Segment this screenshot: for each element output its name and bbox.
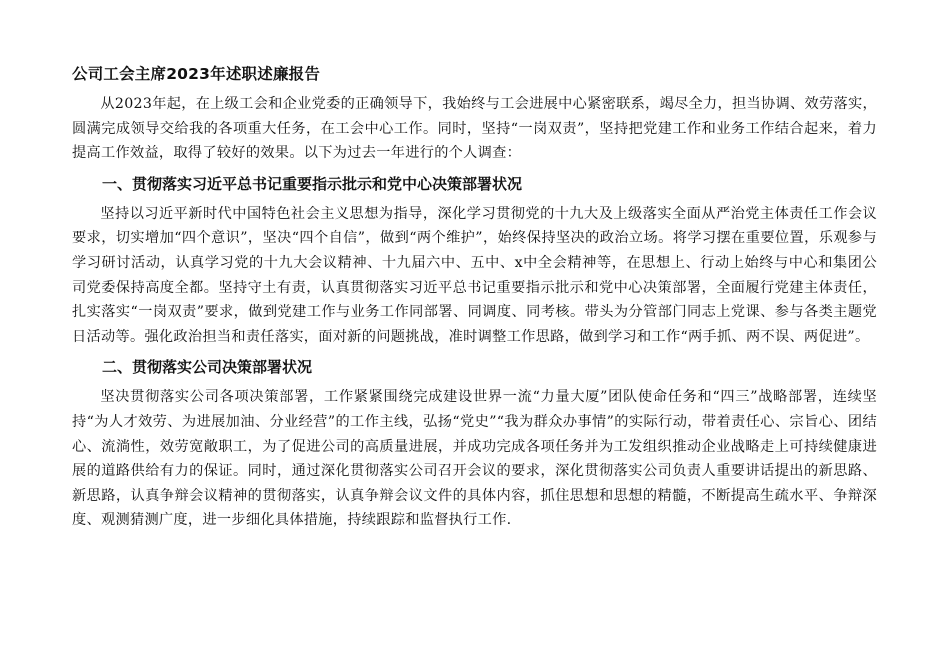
section-heading-2: 二、贯彻落实公司决策部署状况: [102, 358, 313, 377]
section-body-1: 坚持以习近平新时代中国特色社会主义思想为指导，深化学习贯彻党的十九大及上级落实全面从严治党主体责任工作会议要求，切实增加“四个意识”，坚决“四个自信”，做到“两个维护”，始终保持坚决的政治立场。将学习摆在重要位置，乐观参与学习研讨活动，认真学习党的十九大会议精神、十九届六中、五中、x中全会精神等，在思想上、行动上始终与中心和集团公司党委保持高度全都。坚持守土有责，认真贯彻落实习近平总书记重要指示批示和党中心决策部署，全面履行党建主体责任，扎实落实“一岗双责”要求，做到党建工作与业务工作同部署、同调度、同考核。带头为分管部门同志上党课、参与各类主题党日活动等。强化政治担当和责任落实，面对新的问题挑战，准时调整工作思路，做到学习和工作“两手抓、两不误、两促进”。: [72, 205, 877, 345]
section-heading-1: 一、贯彻落实习近平总书记重要指示批示和党中心决策部署状况: [102, 174, 523, 193]
document-title: 公司工会主席2023年述职述廉报告: [72, 65, 321, 83]
intro-paragraph: 从2023年起，在上级工会和企业党委的正确领导下，我始终与工会进展中心紧密联系，竭尽全力，担当协调、效劳落实，圆满完成领导交给我的各项重大任务，在工会中心工作。同时，坚持“一岗双责”，坚持把党建工作和业务工作结合起来，着力提高工作效益，取得了较好的效果。以下为过去一年进行的个人调查：: [72, 96, 877, 162]
document-page: [72, 62, 877, 533]
section-body-2: 坚决贯彻落实公司各项决策部署，工作紧紧围绕完成建设世界一流“力量大厦”团队使命任务和“四三”战略部署，连续坚持“为人才效劳、为进展加油、分业经营”的工作主线，弘扬“党史”“我为群众办事情”的实际行动，带着责任心、宗旨心、团结心、流淌性，效劳宽敞职工，为了促进公司的高质量进展，并成功完成各项任务并为工发组织推动企业战略走上可持续健康进展的道路供给有力的保证。同时，通过深化贯彻落实公司召开会议的要求，深化贯彻落实公司负责人重要讲话提出的新思路、新思路，认真争辩会议精神的贯彻落实，认真争辩会议文件的具体内容，抓住思想和思想的精髓，不断提高生疏水平、争辩深度、观测猜测广度，进一步细化具体措施，持续跟踪和监督执行工作.: [72, 389, 877, 529]
